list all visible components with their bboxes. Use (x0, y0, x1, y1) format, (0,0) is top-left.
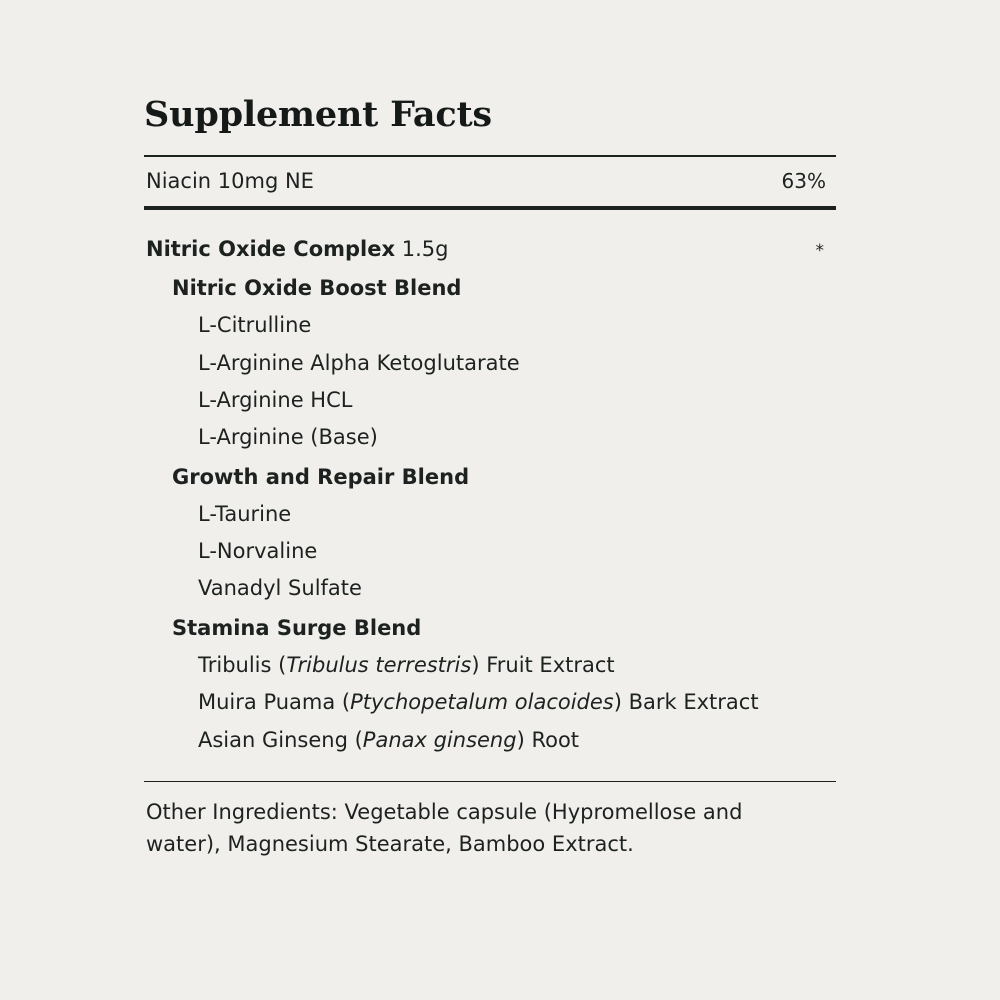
other-ingredients: Other Ingredients: Vegetable capsule (Hypromellose and water), Magnesium Stearate, Bamboo Extract. (146, 799, 743, 857)
blend-heading: Growth and Repair Blend (172, 464, 470, 489)
list-item: L-Taurine (198, 501, 292, 526)
complex-row (144, 231, 836, 268)
list-item: L-Citrulline (198, 313, 312, 338)
list-item: Muira Puama (Ptychopetalum olacoides) Bark Extract (198, 690, 759, 715)
list-item: L-Arginine Alpha Ketoglutarate (198, 350, 520, 375)
daily-value-row (144, 157, 836, 206)
list-item: L-Arginine (Base) (198, 425, 378, 450)
ingredient-list (144, 210, 836, 759)
blend-heading: Nitric Oxide Boost Blend (172, 276, 462, 301)
blend-heading: Stamina Surge Blend (172, 615, 422, 640)
list-item: L-Norvaline (198, 539, 318, 564)
daily-value-percent: 63% (781, 168, 826, 193)
list-item: Tribulis (Tribulus terrestris) Fruit Extract (198, 653, 615, 678)
complex-marker: * (815, 240, 824, 261)
list-item: L-Arginine HCL (198, 387, 353, 412)
complex-amount: 1.5g (401, 236, 449, 261)
list-item: Vanadyl Sulfate (198, 576, 362, 601)
supplement-facts-panel (144, 96, 836, 861)
nutrient-name: Niacin 10mg NE (146, 168, 314, 193)
complex-name: Nitric Oxide Complex (146, 236, 396, 261)
page-title: Supplement Facts (144, 94, 492, 135)
list-item: Asian Ginseng (Panax ginseng) Root (198, 727, 580, 752)
